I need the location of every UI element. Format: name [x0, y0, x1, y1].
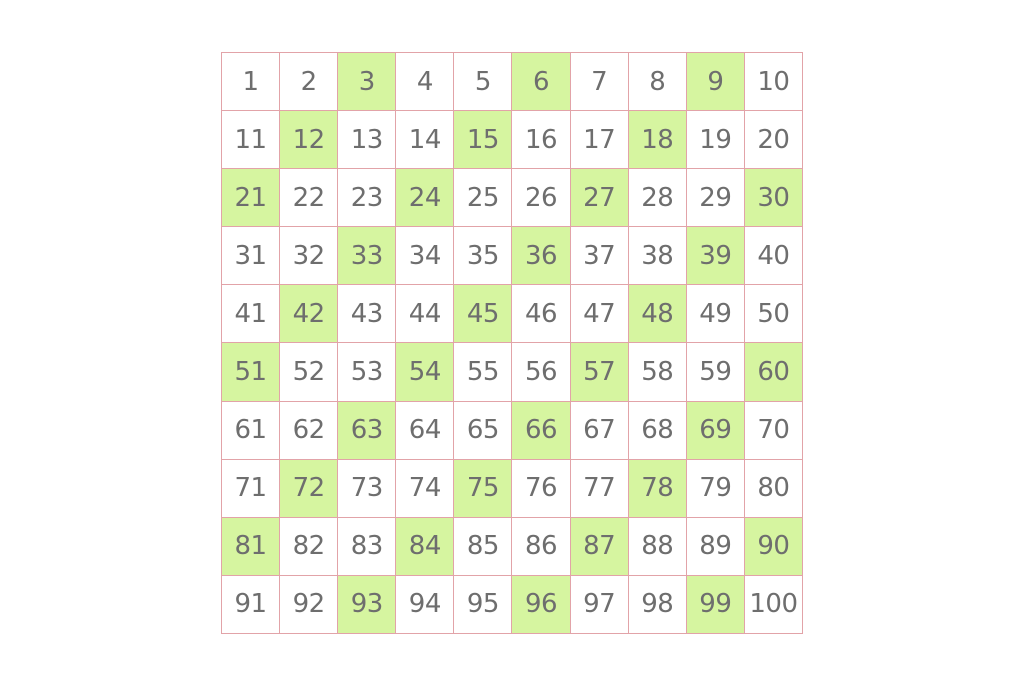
- number-cell: 41: [222, 285, 280, 343]
- highlighted-number-cell: 87: [571, 518, 629, 576]
- number-cell: 28: [629, 169, 687, 227]
- number-cell: 7: [571, 53, 629, 111]
- highlighted-number-cell: 72: [280, 460, 338, 518]
- number-cell: 10: [745, 53, 803, 111]
- number-cell: 26: [512, 169, 570, 227]
- number-cell: 44: [396, 285, 454, 343]
- number-cell: 73: [338, 460, 396, 518]
- number-cell: 20: [745, 111, 803, 169]
- number-cell: 2: [280, 53, 338, 111]
- highlighted-number-cell: 21: [222, 169, 280, 227]
- number-cell: 31: [222, 227, 280, 285]
- number-cell: 14: [396, 111, 454, 169]
- highlighted-number-cell: 42: [280, 285, 338, 343]
- number-cell: 1: [222, 53, 280, 111]
- number-cell: 43: [338, 285, 396, 343]
- number-cell: 61: [222, 402, 280, 460]
- highlighted-number-cell: 63: [338, 402, 396, 460]
- highlighted-number-cell: 66: [512, 402, 570, 460]
- number-cell: 23: [338, 169, 396, 227]
- highlighted-number-cell: 84: [396, 518, 454, 576]
- number-cell: 22: [280, 169, 338, 227]
- number-cell: 58: [629, 343, 687, 401]
- number-cell: 8: [629, 53, 687, 111]
- number-cell: 85: [454, 518, 512, 576]
- number-cell: 94: [396, 576, 454, 634]
- highlighted-number-cell: 27: [571, 169, 629, 227]
- number-cell: 46: [512, 285, 570, 343]
- highlighted-number-cell: 54: [396, 343, 454, 401]
- number-cell: 29: [687, 169, 745, 227]
- number-cell: 77: [571, 460, 629, 518]
- number-cell: 35: [454, 227, 512, 285]
- number-cell: 40: [745, 227, 803, 285]
- number-cell: 98: [629, 576, 687, 634]
- number-cell: 16: [512, 111, 570, 169]
- highlighted-number-cell: 93: [338, 576, 396, 634]
- highlighted-number-cell: 78: [629, 460, 687, 518]
- number-cell: 37: [571, 227, 629, 285]
- number-cell: 74: [396, 460, 454, 518]
- number-cell: 68: [629, 402, 687, 460]
- highlighted-number-cell: 15: [454, 111, 512, 169]
- highlighted-number-cell: 36: [512, 227, 570, 285]
- highlighted-number-cell: 90: [745, 518, 803, 576]
- number-cell: 100: [745, 576, 803, 634]
- highlighted-number-cell: 33: [338, 227, 396, 285]
- number-cell: 91: [222, 576, 280, 634]
- highlighted-number-cell: 30: [745, 169, 803, 227]
- number-cell: 88: [629, 518, 687, 576]
- number-cell: 32: [280, 227, 338, 285]
- number-cell: 25: [454, 169, 512, 227]
- highlighted-number-cell: 60: [745, 343, 803, 401]
- number-cell: 19: [687, 111, 745, 169]
- number-cell: 62: [280, 402, 338, 460]
- highlighted-number-cell: 48: [629, 285, 687, 343]
- highlighted-number-cell: 81: [222, 518, 280, 576]
- number-cell: 49: [687, 285, 745, 343]
- number-cell: 34: [396, 227, 454, 285]
- number-cell: 97: [571, 576, 629, 634]
- number-cell: 92: [280, 576, 338, 634]
- number-cell: 17: [571, 111, 629, 169]
- number-cell: 86: [512, 518, 570, 576]
- number-cell: 53: [338, 343, 396, 401]
- highlighted-number-cell: 12: [280, 111, 338, 169]
- number-cell: 50: [745, 285, 803, 343]
- highlighted-number-cell: 99: [687, 576, 745, 634]
- highlighted-number-cell: 96: [512, 576, 570, 634]
- number-cell: 89: [687, 518, 745, 576]
- number-cell: 95: [454, 576, 512, 634]
- number-cell: 82: [280, 518, 338, 576]
- number-cell: 56: [512, 343, 570, 401]
- number-cell: 67: [571, 402, 629, 460]
- number-cell: 38: [629, 227, 687, 285]
- highlighted-number-cell: 69: [687, 402, 745, 460]
- number-cell: 55: [454, 343, 512, 401]
- number-cell: 52: [280, 343, 338, 401]
- highlighted-number-cell: 9: [687, 53, 745, 111]
- number-cell: 71: [222, 460, 280, 518]
- highlighted-number-cell: 51: [222, 343, 280, 401]
- highlighted-number-cell: 39: [687, 227, 745, 285]
- number-cell: 4: [396, 53, 454, 111]
- number-cell: 11: [222, 111, 280, 169]
- number-cell: 79: [687, 460, 745, 518]
- number-cell: 65: [454, 402, 512, 460]
- number-cell: 5: [454, 53, 512, 111]
- hundred-chart: [221, 52, 803, 634]
- highlighted-number-cell: 6: [512, 53, 570, 111]
- number-cell: 76: [512, 460, 570, 518]
- highlighted-number-cell: 45: [454, 285, 512, 343]
- highlighted-number-cell: 18: [629, 111, 687, 169]
- number-cell: 47: [571, 285, 629, 343]
- number-cell: 80: [745, 460, 803, 518]
- number-cell: 70: [745, 402, 803, 460]
- number-cell: 13: [338, 111, 396, 169]
- number-cell: 83: [338, 518, 396, 576]
- number-cell: 64: [396, 402, 454, 460]
- highlighted-number-cell: 3: [338, 53, 396, 111]
- highlighted-number-cell: 75: [454, 460, 512, 518]
- highlighted-number-cell: 24: [396, 169, 454, 227]
- number-cell: 59: [687, 343, 745, 401]
- highlighted-number-cell: 57: [571, 343, 629, 401]
